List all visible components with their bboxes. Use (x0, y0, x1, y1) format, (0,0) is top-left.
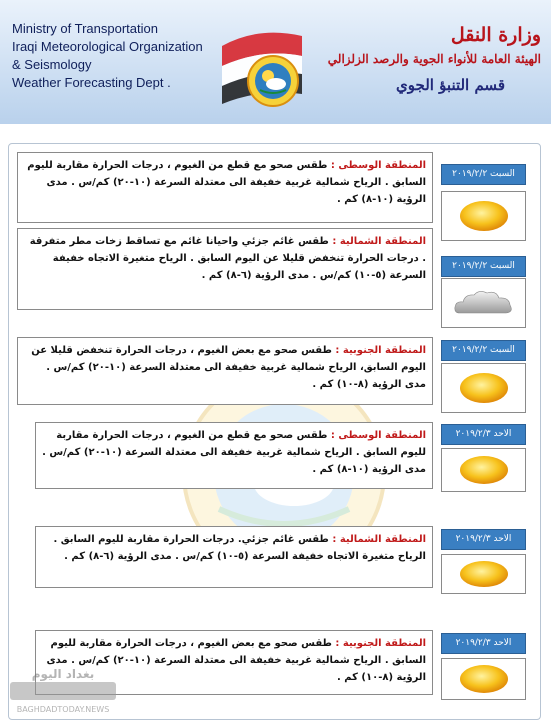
sun-icon (454, 198, 514, 234)
sun-icon (454, 453, 514, 487)
site-watermark (4, 660, 122, 718)
date-badge: السبت ٢٠١٩/٢/٢ (441, 340, 526, 361)
weather-icon-box (441, 363, 526, 413)
header-arabic (327, 22, 541, 100)
date-badge: الاحد ٢٠١٩/٢/٣ (441, 424, 526, 445)
weather-icon-box (441, 448, 526, 492)
forecast-text: طقس صحو مع بعض الغيوم ، درجات الحرارة تنخفض قليلا عن اليوم السابق، الرياح شمالية غربية خفيفة الى معتدلة السرعة (١٠-٢٠) كم/س . مدى الرؤية (٨-١٠) كم . (31, 345, 426, 390)
forecast-frame (8, 143, 541, 720)
forecast-text-box (35, 526, 433, 588)
region-label: المنطقة الوسطى : (330, 160, 426, 171)
header-en-line-1: Ministry of Transportation (12, 21, 158, 36)
cloud-icon (452, 287, 516, 319)
header-en-line-3: & Seismology (12, 57, 92, 72)
region-label: المنطقة الوسطى : (330, 430, 426, 441)
date-badge: السبت ٢٠١٩/٢/٢ (441, 256, 526, 277)
forecast-text: طقس صحو مع قطع من الغيوم ، درجات الحرارة مقاربة لليوم السابق . الرياح شمالية غربية خفيفة الى معتدلة السرعة (١٠-٢٠) كم/س . مدى الرؤية (١٠-٨) كم . (27, 160, 426, 205)
region-label: المنطقة الشمالية : (332, 236, 426, 247)
header-en-line-2: Iraqi Meteorological Organization (12, 39, 203, 54)
sun-icon (454, 370, 514, 406)
watermark-logo-text: بغداد اليوم (31, 667, 95, 681)
region-label: المنطقة الشمالية : (332, 534, 426, 545)
forecast-text-box (17, 337, 433, 405)
weather-icon-box (441, 191, 526, 241)
header-english (12, 20, 203, 92)
sun-icon (454, 662, 514, 696)
header-ar-organization: الهيئة العامة للأنواء الجوية والرصد الزلزالي (327, 52, 541, 66)
forecast-text-box (35, 422, 433, 489)
organization-logo (246, 54, 300, 108)
region-label: المنطقة الجنوبية : (335, 345, 426, 356)
header-en-line-4: Weather Forecasting Dept . (12, 75, 171, 90)
region-label: المنطقة الجنوبية : (335, 638, 426, 649)
forecast-text: طقس غائم جزئي واحيانا غائم مع تساقط زخات مطر متفرقة . درجات الحرارة تنخفض قليلا عن اليوم السابق . الرياح متغيرة الاتجاه خفيفة السرعة (٥-١٠) كم/س . مدى الرؤية (٦-٨) كم . (29, 236, 426, 281)
forecast-text-box (17, 152, 433, 223)
watermark-site-text: BAGHDADTODAY.NEWS (16, 705, 110, 714)
forecast-text-box (17, 228, 433, 310)
weather-icon-box (441, 554, 526, 594)
header-ar-department: قسم التنبؤ الجوي (396, 76, 505, 94)
date-badge: الاحد ٢٠١٩/٢/٣ (441, 633, 526, 654)
weather-icon-box (441, 658, 526, 700)
date-badge: الاحد ٢٠١٩/٢/٣ (441, 529, 526, 550)
date-badge: السبت ٢٠١٩/٢/٢ (441, 164, 526, 185)
forecast-text: طقس صحو مع قطع من الغيوم ، درجات الحرارة مقاربة لليوم السابق . الرياح شمالية غربية خفيفة الى معتدلة السرعة (١٠-٢٠) كم/س . مدى الرؤية (١٠-٨) كم . (42, 430, 426, 475)
weather-icon-box (441, 278, 526, 328)
header-banner (0, 0, 551, 124)
site-watermark-logo (4, 660, 122, 718)
sun-icon (454, 558, 514, 590)
forecast-text: طقس غائم جزئي. درجات الحرارة مقاربة لليوم السابق . الرياح متغيرة الاتجاه خفيفة السرعة (٥-١٠) كم/س . مدى الرؤية (٦-٨) كم . (53, 534, 426, 562)
header-ar-ministry: وزارة النقل (450, 24, 541, 46)
forecast-text: طقس صحو مع بعض الغيوم ، درجات الحرارة مقاربة لليوم السابق . الرياح شمالية غربية خفيفة الى معتدلة السرعة (١٠-٢٠) كم/س . مدى الرؤية (٨-١٠) كم . (46, 638, 426, 683)
